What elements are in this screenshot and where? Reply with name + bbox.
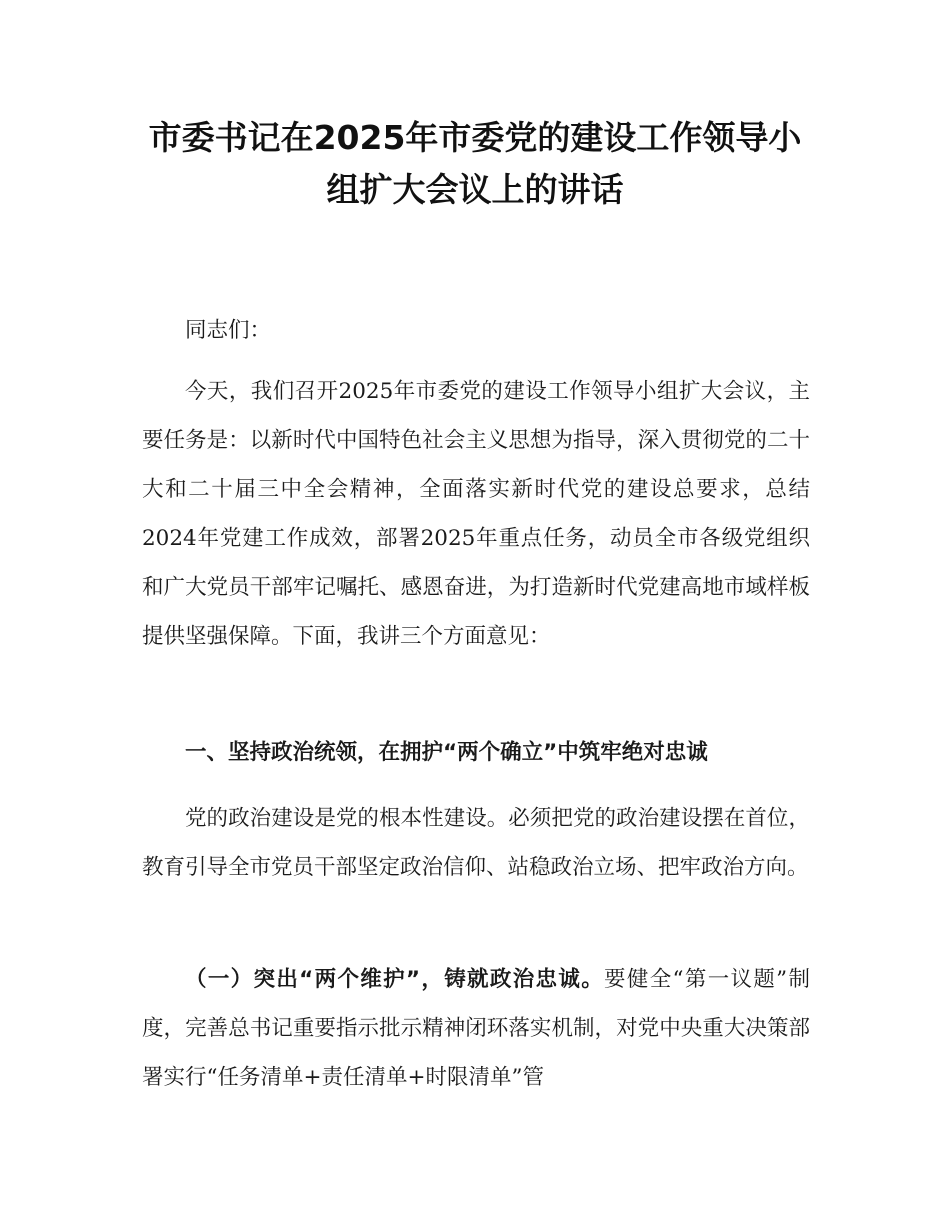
intro-paragraph: 今天，我们召开2025年市委党的建设工作领导小组扩大会议，主要任务是：以新时代中国特色社会主义思想为指导，深入贯彻党的二十大和二十届三中全会精神，全面落实新时代党的建设总要求，总结2024年党建工作成效，部署2025年重点任务，动员全市各级党组织和广大党员干部牢记嘱托、感恩奋进，为打造新时代党建高地市域样板提供坚强保障。下面，我讲三个方面意见： bbox=[142, 379, 810, 649]
subsection-1-lead: （一）突出“两个维护”，铸就政治忠诚。 bbox=[185, 967, 605, 992]
subsection-1-text: 要健全“第一议题”制度，完善总书记重要指示批示精神闭环落实机制，对党中央重大决策部署实行“任务清单+责任清单+时限清单”管 bbox=[142, 967, 811, 1090]
greeting-paragraph: 同志们： bbox=[185, 318, 272, 343]
section-1-body-paragraph: 党的政治建设是党的根本性建设。必须把党的政治建设摆在首位，教育引导全市党员干部坚定政治信仰、站稳政治立场、把牢政治方向。 bbox=[142, 806, 810, 880]
section-heading-1: 一、坚持政治统领，在拥护“两个确立”中筑牢绝对忠诚 bbox=[185, 740, 708, 765]
document-title: 市委书记在2025年市委党的建设工作领导小组扩大会议上的讲话 bbox=[148, 118, 802, 209]
subsection-1-paragraph bbox=[142, 955, 810, 1102]
